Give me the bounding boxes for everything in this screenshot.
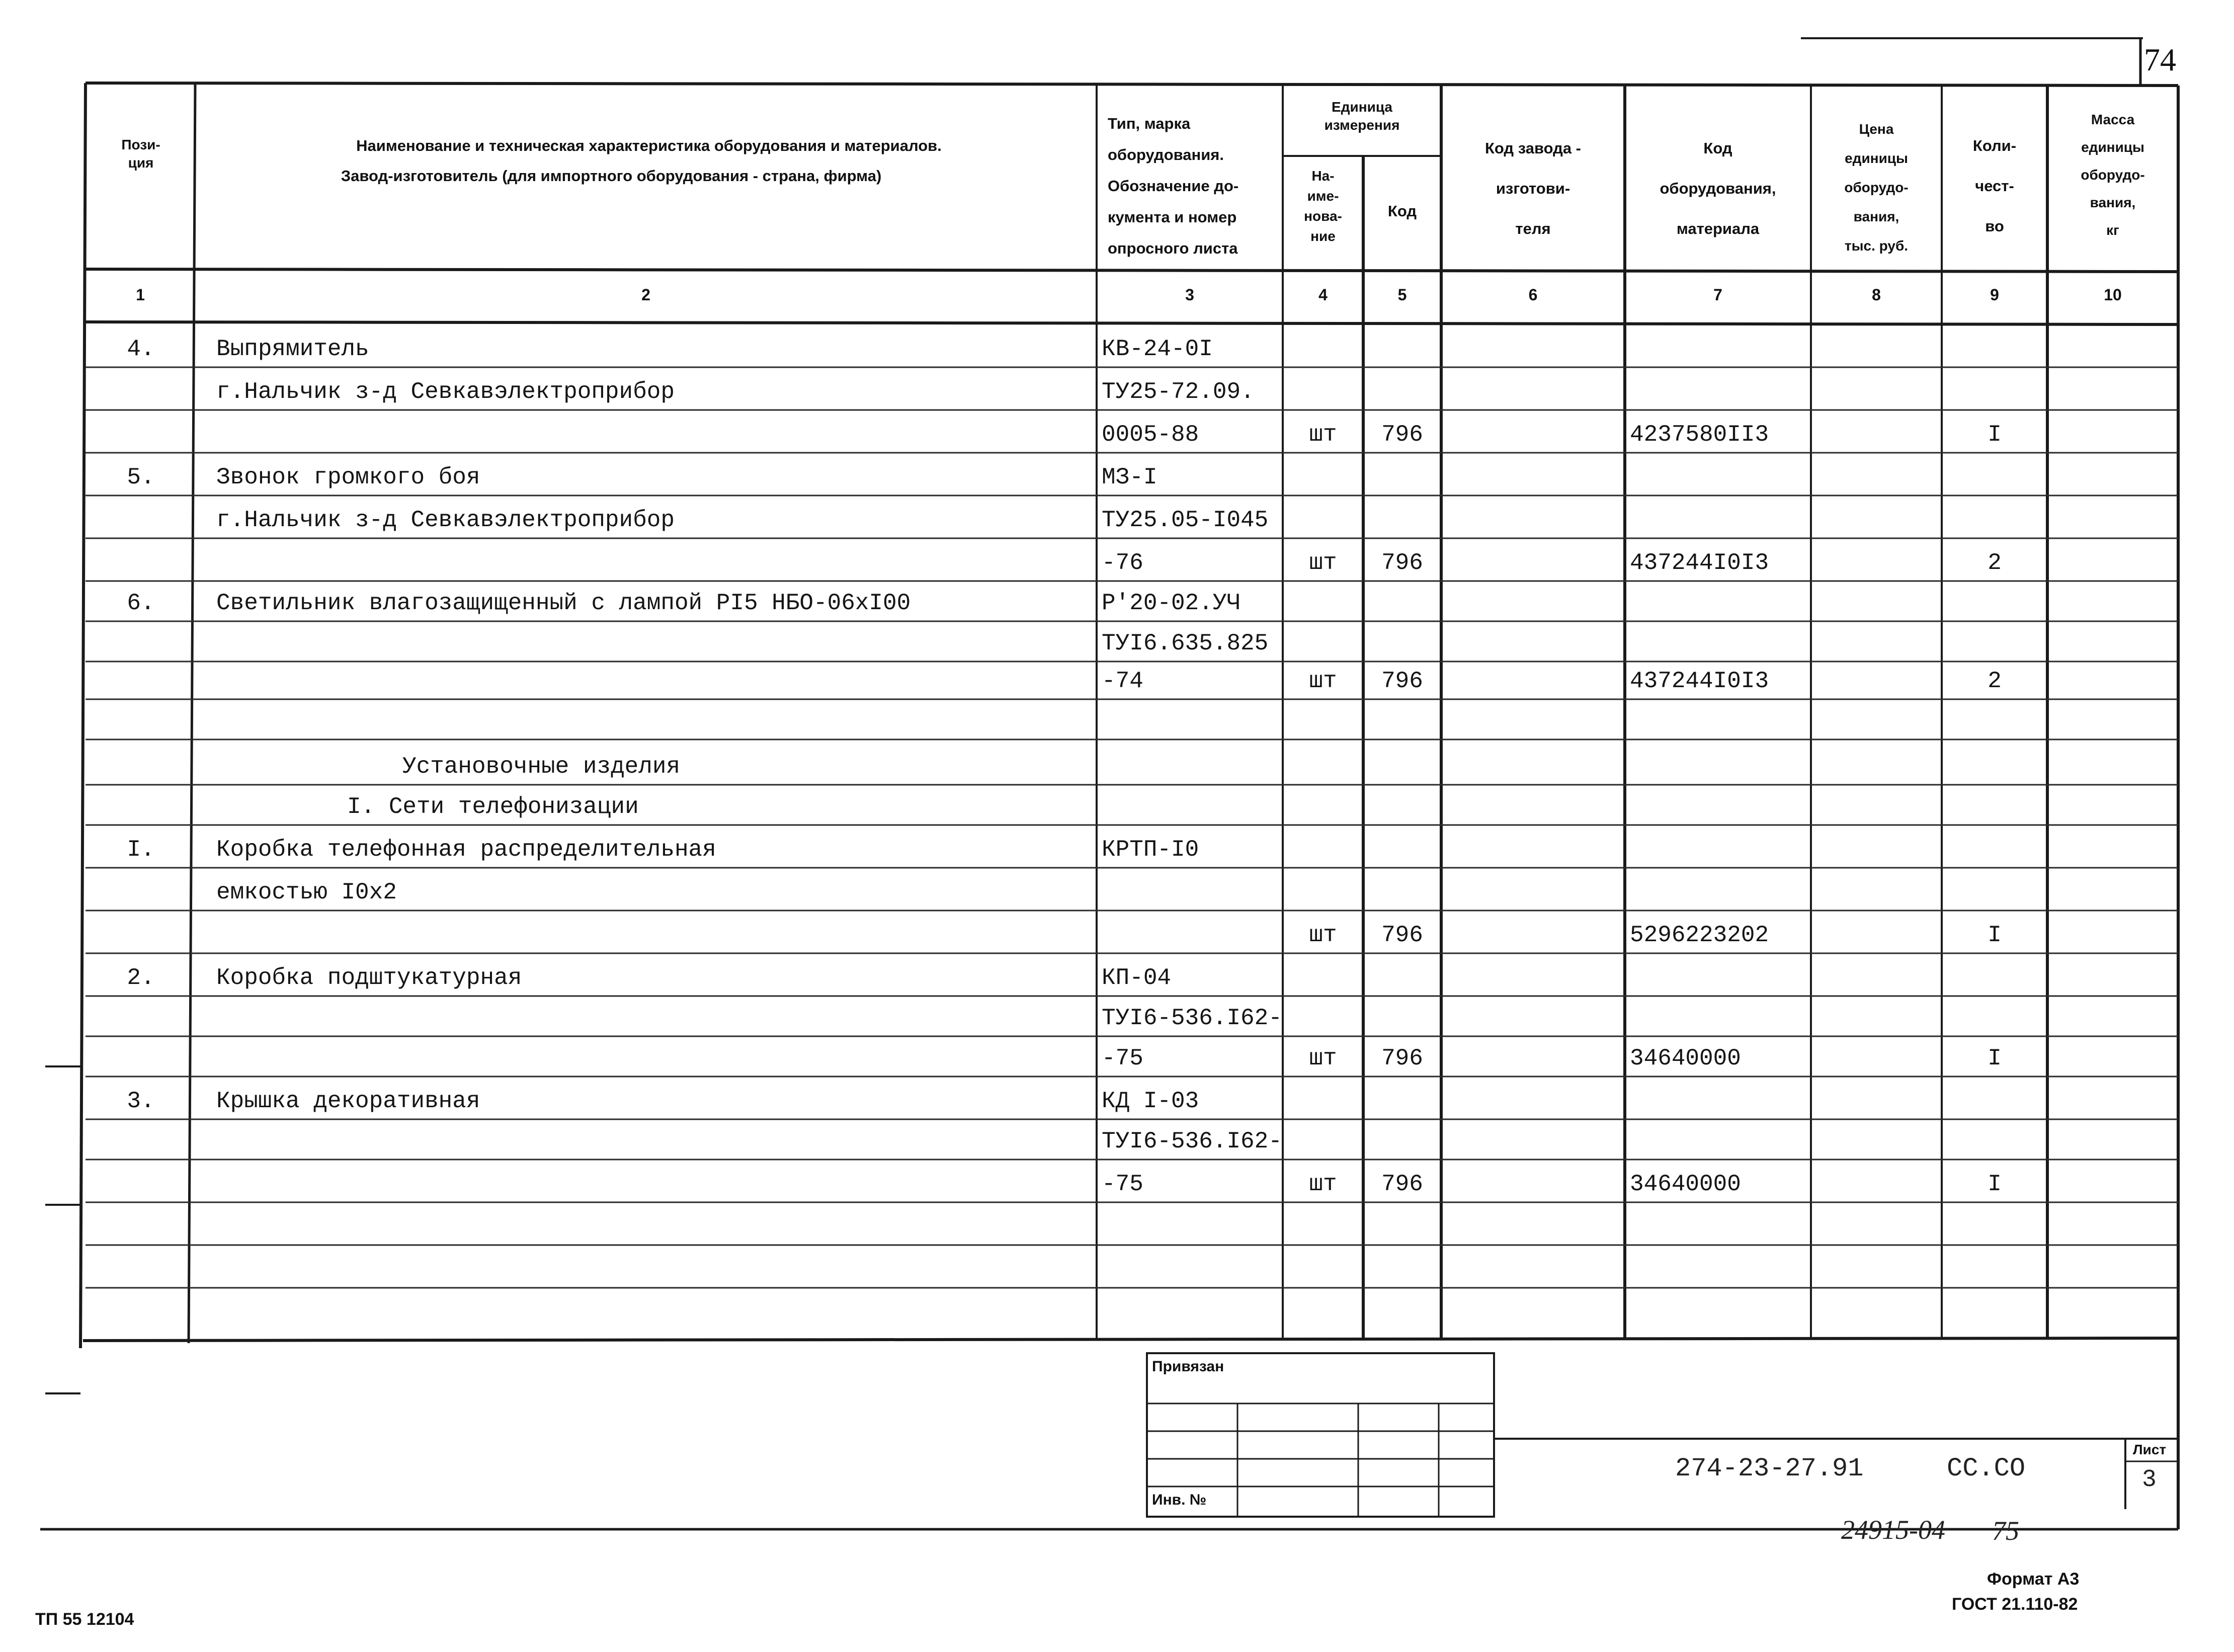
cell-type: КРТП-I0 [1102, 837, 1199, 863]
header-col6: Код завода - изготови- теля [1484, 139, 1581, 237]
cell-name: емкостью I0х2 [216, 879, 397, 905]
handwritten-code: 24915-04 [1841, 1515, 1945, 1545]
cell-type: ТУI6.635.825 [1102, 630, 1269, 656]
cell-mcode: 34640000 [1630, 1045, 1741, 1071]
cell-pos: 5. [127, 464, 155, 490]
colnum-8: 8 [1872, 286, 1881, 304]
stamp-inv: Инв. № [1152, 1492, 1207, 1508]
cell-name: Звонок громкого боя [216, 464, 480, 490]
cell-type: ТУ25-72.09. [1102, 379, 1255, 405]
cell-name: Коробка подштукатурная [216, 965, 522, 991]
colnum-3: 3 [1185, 286, 1194, 304]
colnum-7: 7 [1713, 286, 1722, 304]
cell-ucode: 796 [1381, 422, 1423, 448]
archive-code: ТП 55 12104 [35, 1610, 134, 1629]
stamp-privyazan: Привязан [1152, 1358, 1224, 1375]
cell-qty: I [1988, 922, 2002, 948]
cell-pos: 2. [127, 965, 155, 991]
cell-qty: 2 [1988, 550, 2002, 576]
cell-name: г.Нальчик з-д Севкавэлектроприбор [216, 507, 675, 533]
cell-unit: шт [1309, 922, 1337, 948]
cell-ucode: 796 [1381, 550, 1423, 576]
cell-mcode: 437244I0I3 [1630, 550, 1769, 576]
cell-type: -76 [1102, 550, 1143, 576]
stamp-sheet-label: Лист [2133, 1442, 2167, 1457]
colnum-1: 1 [136, 286, 145, 304]
header-col4: На- име- нова- ние [1304, 168, 1342, 244]
cell-name: I. Сети телефонизации [347, 794, 639, 820]
header-col5: Код [1387, 202, 1417, 220]
header-col8: Цена единицы оборудо- вания, тыс. руб. [1844, 121, 1909, 254]
cell-qty: I [1988, 1045, 2002, 1071]
cell-ucode: 796 [1381, 668, 1423, 694]
cell-qty: I [1988, 1171, 2002, 1197]
cell-type: 0005-88 [1102, 422, 1199, 448]
colnum-5: 5 [1397, 286, 1407, 304]
cell-name: Установочные изделия [402, 754, 681, 780]
cell-name: Коробка телефонная распределительная [216, 837, 716, 863]
cell-mcode: 34640000 [1630, 1171, 1741, 1197]
cell-type: МЗ-I [1102, 464, 1157, 490]
cell-unit: шт [1309, 550, 1337, 576]
cell-name: Выпрямитель [216, 336, 369, 362]
colnum-9: 9 [1990, 286, 1999, 304]
cell-unit: шт [1309, 422, 1337, 448]
cell-ucode: 796 [1381, 922, 1423, 948]
header-col3: Тип, марка оборудования. Обозначение до- кумента и номер опросного листа [1108, 115, 1239, 257]
stamp-doc-code: 274-23-27.91 [1675, 1454, 1864, 1483]
colnum-4: 4 [1318, 286, 1328, 304]
cell-mcode: 5296223202 [1630, 922, 1769, 948]
cell-mcode: 4237580II3 [1630, 422, 1769, 448]
colnum-2: 2 [641, 286, 650, 304]
colnum-10: 10 [2104, 286, 2122, 304]
cell-pos: I. [127, 837, 155, 863]
cell-unit: шт [1309, 668, 1337, 694]
cell-name: Крышка декоративная [216, 1088, 480, 1114]
handwritten-page: 75 [1992, 1516, 2019, 1546]
cell-mcode: 437244I0I3 [1630, 668, 1769, 694]
cell-type: -74 [1102, 668, 1143, 694]
cell-pos: 3. [127, 1088, 155, 1114]
cell-name: Светильник влагозащищенный с лампой PI5 НБО-06хI00 [216, 590, 911, 616]
cell-type: ТУI6-536.I62- [1102, 1005, 1282, 1031]
cell-type: Р'20-02.УЧ [1102, 590, 1241, 616]
header-col2: Наименование и техническая характеристика оборудования и материалов. Завод-изготовитель (для импортного оборудования - страна, фирма) [341, 137, 942, 185]
cell-qty: 2 [1988, 668, 2002, 694]
cell-ucode: 796 [1381, 1171, 1423, 1197]
header-col9: Коли- чест- во [1972, 137, 2017, 235]
page-number-top: 74 [2144, 42, 2176, 77]
cell-type: КВ-24-0I [1102, 336, 1213, 362]
cell-type: КП-04 [1102, 965, 1172, 991]
cell-ucode: 796 [1381, 1045, 1423, 1071]
cell-type: -75 [1102, 1045, 1143, 1071]
stamp-sheet-number: 3 [2142, 1466, 2157, 1494]
cell-pos: 4. [127, 336, 155, 362]
cell-name: г.Нальчик з-д Севкавэлектроприбор [216, 379, 675, 405]
stamp-doc-mark: СС.СО [1947, 1454, 2026, 1483]
cell-type: КД I-03 [1102, 1088, 1199, 1114]
cell-type: ТУ25.05-I045 [1102, 507, 1269, 533]
cell-type: -75 [1102, 1171, 1143, 1197]
gost-label: ГОСТ 21.110-82 [1952, 1595, 2078, 1614]
header-col1: Пози- ция [121, 137, 160, 171]
format-label: Формат А3 [1987, 1570, 2080, 1589]
cell-type: ТУI6-536.I62- [1102, 1128, 1282, 1154]
cell-unit: шт [1309, 1045, 1337, 1071]
cell-qty: I [1988, 422, 2002, 448]
header-col7: Код оборудования, материала [1660, 139, 1776, 237]
colnum-6: 6 [1528, 286, 1538, 304]
header-col10: Масса единицы оборудо- вания, кг [2081, 112, 2145, 238]
cell-unit: шт [1309, 1171, 1337, 1197]
header-unit-group: Единица измерения [1324, 99, 1400, 133]
cell-pos: 6. [127, 590, 155, 616]
